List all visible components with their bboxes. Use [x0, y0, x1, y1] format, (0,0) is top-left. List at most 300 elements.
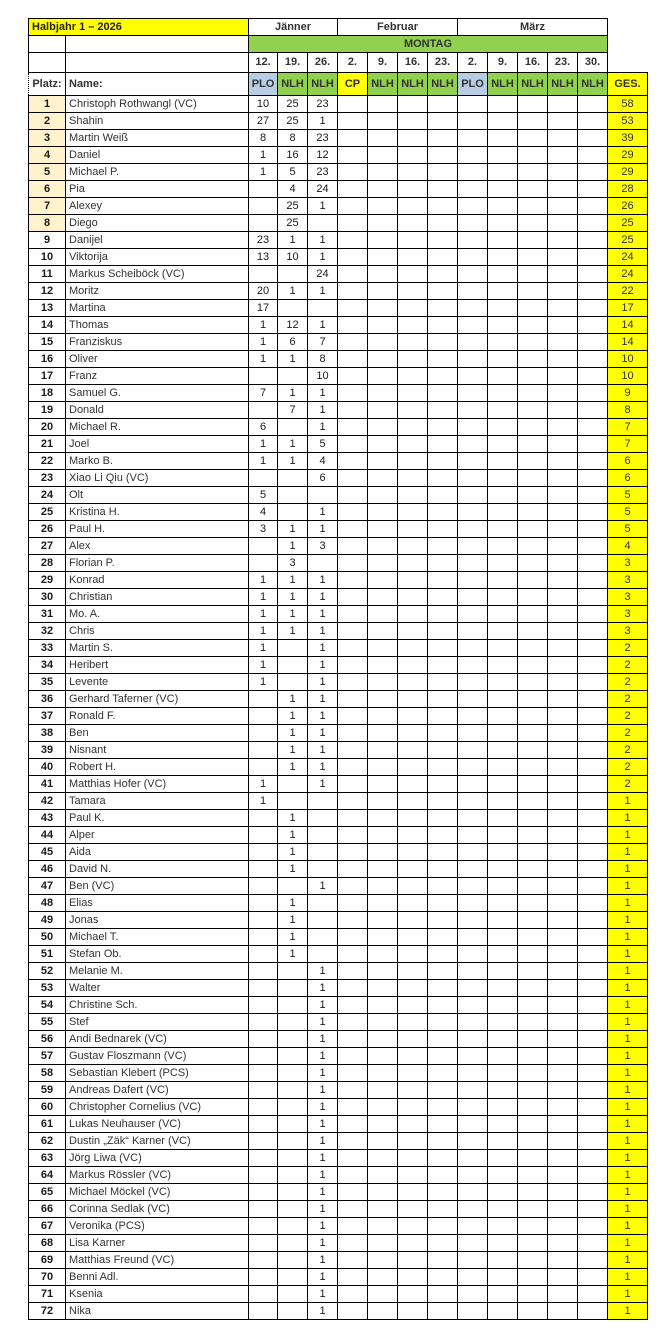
score-cell: [428, 504, 458, 521]
table-row: [29, 742, 648, 759]
rank-cell: 17: [29, 368, 66, 385]
score-cell: [488, 1269, 518, 1286]
player-name: Elias: [66, 895, 249, 912]
score-cell: [548, 606, 578, 623]
score-cell: [338, 487, 368, 504]
score-cell: 1: [278, 351, 308, 368]
score-cell: [338, 793, 368, 810]
date-header: 9.: [488, 53, 518, 73]
score-cell: [278, 1201, 308, 1218]
score-cell: [368, 1133, 398, 1150]
total-cell: 2: [608, 742, 648, 759]
score-cell: 1: [308, 113, 338, 130]
score-cell: [548, 725, 578, 742]
score-cell: [368, 96, 398, 113]
score-cell: 5: [278, 164, 308, 181]
score-cell: [308, 300, 338, 317]
total-cell: 10: [608, 351, 648, 368]
score-cell: 1: [308, 249, 338, 266]
score-cell: [578, 419, 608, 436]
score-cell: 1: [308, 419, 338, 436]
table-row: [29, 470, 648, 487]
score-cell: [458, 164, 488, 181]
rank-cell: 28: [29, 555, 66, 572]
total-cell: 1: [608, 1082, 648, 1099]
score-cell: [428, 1048, 458, 1065]
score-cell: [548, 1048, 578, 1065]
score-cell: [548, 317, 578, 334]
score-cell: [249, 912, 278, 929]
score-cell: [458, 776, 488, 793]
table-row: [29, 1065, 648, 1082]
score-cell: 1: [308, 589, 338, 606]
score-cell: [518, 470, 548, 487]
month-februar: Februar: [338, 19, 458, 36]
score-cell: [518, 878, 548, 895]
table-row: [29, 181, 648, 198]
game-type-nlh: NLH: [308, 73, 338, 96]
score-cell: [458, 708, 488, 725]
score-cell: [548, 691, 578, 708]
score-cell: [398, 1082, 428, 1099]
score-cell: [578, 1065, 608, 1082]
total-cell: 1: [608, 895, 648, 912]
date-header: 19.: [278, 53, 308, 73]
score-cell: [398, 487, 428, 504]
score-cell: [458, 844, 488, 861]
score-cell: 1: [249, 640, 278, 657]
player-name: Andi Bednarek (VC): [66, 1031, 249, 1048]
score-cell: [308, 215, 338, 232]
total-cell: 6: [608, 453, 648, 470]
score-cell: [578, 878, 608, 895]
total-cell: 6: [608, 470, 648, 487]
rank-cell: 69: [29, 1252, 66, 1269]
table-row: [29, 946, 648, 963]
score-cell: [518, 113, 548, 130]
player-name: Christine Sch.: [66, 997, 249, 1014]
score-cell: [338, 674, 368, 691]
score-cell: [548, 1201, 578, 1218]
score-cell: [428, 1269, 458, 1286]
game-type-nlh: NLH: [398, 73, 428, 96]
score-cell: [578, 283, 608, 300]
score-cell: [518, 674, 548, 691]
score-cell: [368, 1184, 398, 1201]
score-cell: [458, 232, 488, 249]
score-cell: [428, 827, 458, 844]
score-cell: [278, 504, 308, 521]
game-type-nlh: NLH: [488, 73, 518, 96]
player-name: Paul K.: [66, 810, 249, 827]
month-maerz: März: [458, 19, 608, 36]
score-cell: 1: [308, 980, 338, 997]
score-cell: [278, 1252, 308, 1269]
score-cell: [398, 1269, 428, 1286]
score-cell: [488, 844, 518, 861]
score-cell: [249, 555, 278, 572]
score-cell: [518, 1235, 548, 1252]
score-cell: [278, 878, 308, 895]
score-cell: [398, 215, 428, 232]
player-name: Michael R.: [66, 419, 249, 436]
score-cell: [488, 623, 518, 640]
score-cell: [518, 385, 548, 402]
score-cell: [488, 96, 518, 113]
rank-cell: 21: [29, 436, 66, 453]
score-cell: [488, 1218, 518, 1235]
score-cell: [548, 640, 578, 657]
score-cell: [458, 640, 488, 657]
score-cell: [249, 878, 278, 895]
header-row: [29, 73, 648, 96]
score-cell: [428, 266, 458, 283]
score-cell: [458, 1031, 488, 1048]
player-name: Christopher Cornelius (VC): [66, 1099, 249, 1116]
table-row: [29, 436, 648, 453]
score-cell: [249, 1218, 278, 1235]
total-cell: 1: [608, 1031, 648, 1048]
score-cell: [338, 266, 368, 283]
score-cell: 3: [308, 538, 338, 555]
score-cell: [368, 912, 398, 929]
score-cell: [458, 1048, 488, 1065]
score-cell: 1: [249, 164, 278, 181]
score-cell: 1: [278, 385, 308, 402]
score-cell: [249, 929, 278, 946]
month-jaenner: Jänner: [249, 19, 338, 36]
rank-cell: 31: [29, 606, 66, 623]
score-cell: [518, 1031, 548, 1048]
score-cell: [548, 1269, 578, 1286]
score-cell: [338, 453, 368, 470]
score-cell: [368, 266, 398, 283]
score-cell: [368, 929, 398, 946]
player-name: Markus Rössler (VC): [66, 1167, 249, 1184]
score-cell: [428, 147, 458, 164]
table-row: [29, 623, 648, 640]
score-cell: [578, 1099, 608, 1116]
score-cell: 1: [308, 402, 338, 419]
score-cell: [428, 1218, 458, 1235]
score-cell: [338, 1269, 368, 1286]
rank-cell: 8: [29, 215, 66, 232]
score-cell: [338, 1286, 368, 1303]
total-cell: 1: [608, 980, 648, 997]
score-cell: [368, 1286, 398, 1303]
score-cell: [398, 623, 428, 640]
player-name: Stefan Ob.: [66, 946, 249, 963]
score-cell: [428, 759, 458, 776]
table-row: [29, 504, 648, 521]
score-cell: [458, 1014, 488, 1031]
score-cell: [548, 1303, 578, 1320]
score-cell: [578, 980, 608, 997]
score-cell: [368, 725, 398, 742]
empty-cell: [66, 53, 249, 73]
score-cell: [398, 266, 428, 283]
score-cell: [398, 640, 428, 657]
score-cell: [368, 283, 398, 300]
score-cell: [278, 1133, 308, 1150]
score-cell: [428, 980, 458, 997]
score-cell: 1: [278, 844, 308, 861]
rank-cell: 20: [29, 419, 66, 436]
score-cell: [548, 708, 578, 725]
score-cell: [548, 572, 578, 589]
score-cell: [488, 963, 518, 980]
score-cell: [578, 96, 608, 113]
score-cell: [398, 1133, 428, 1150]
total-cell: 1: [608, 1184, 648, 1201]
score-cell: [338, 776, 368, 793]
score-cell: [518, 555, 548, 572]
table-row: [29, 980, 648, 997]
score-cell: [368, 861, 398, 878]
score-cell: [458, 572, 488, 589]
player-name: Chris: [66, 623, 249, 640]
score-cell: [398, 572, 428, 589]
score-cell: [278, 674, 308, 691]
total-cell: 1: [608, 946, 648, 963]
score-cell: [368, 147, 398, 164]
score-cell: [578, 1269, 608, 1286]
score-cell: [368, 997, 398, 1014]
score-cell: [398, 1065, 428, 1082]
score-cell: [578, 623, 608, 640]
score-cell: [458, 555, 488, 572]
empty-cell: [608, 19, 648, 36]
score-cell: [338, 1218, 368, 1235]
score-cell: 1: [278, 946, 308, 963]
total-cell: 2: [608, 776, 648, 793]
total-cell: 1: [608, 963, 648, 980]
score-cell: [488, 674, 518, 691]
score-cell: [278, 1031, 308, 1048]
score-cell: [458, 912, 488, 929]
score-cell: [428, 793, 458, 810]
score-cell: [368, 1303, 398, 1320]
empty-cell: [29, 36, 66, 53]
score-cell: [488, 249, 518, 266]
score-cell: [578, 1218, 608, 1235]
player-name: Robert H.: [66, 759, 249, 776]
rank-cell: 71: [29, 1286, 66, 1303]
score-cell: [338, 1031, 368, 1048]
rank-cell: 34: [29, 657, 66, 674]
score-cell: [368, 198, 398, 215]
score-cell: [548, 929, 578, 946]
score-cell: 1: [249, 657, 278, 674]
score-cell: [518, 1167, 548, 1184]
score-cell: [518, 725, 548, 742]
score-cell: 1: [308, 1065, 338, 1082]
score-cell: [458, 810, 488, 827]
score-cell: [548, 963, 578, 980]
score-cell: [518, 215, 548, 232]
score-cell: [278, 1235, 308, 1252]
total-header: GES.: [608, 73, 648, 96]
score-cell: [368, 1099, 398, 1116]
score-cell: [278, 1099, 308, 1116]
rank-cell: 1: [29, 96, 66, 113]
score-cell: 1: [308, 1286, 338, 1303]
table-row: [29, 453, 648, 470]
score-cell: [458, 606, 488, 623]
score-cell: [548, 674, 578, 691]
score-cell: [578, 793, 608, 810]
table-row: [29, 96, 648, 113]
score-cell: [398, 1303, 428, 1320]
score-cell: [398, 402, 428, 419]
score-cell: 3: [278, 555, 308, 572]
score-cell: 1: [249, 572, 278, 589]
rank-cell: 48: [29, 895, 66, 912]
total-cell: 2: [608, 674, 648, 691]
score-cell: [249, 181, 278, 198]
total-cell: 1: [608, 1065, 648, 1082]
date-header: 2.: [458, 53, 488, 73]
score-cell: [548, 861, 578, 878]
score-cell: [308, 555, 338, 572]
score-cell: [428, 215, 458, 232]
rank-cell: 58: [29, 1065, 66, 1082]
score-cell: [368, 674, 398, 691]
score-cell: [249, 810, 278, 827]
score-cell: [548, 351, 578, 368]
score-cell: [398, 657, 428, 674]
score-cell: [518, 691, 548, 708]
score-cell: [488, 572, 518, 589]
score-cell: [518, 1150, 548, 1167]
score-cell: [338, 470, 368, 487]
score-cell: [338, 555, 368, 572]
score-cell: [338, 929, 368, 946]
total-cell: 22: [608, 283, 648, 300]
score-cell: [518, 1065, 548, 1082]
score-cell: [518, 317, 548, 334]
score-cell: [458, 725, 488, 742]
score-cell: [548, 436, 578, 453]
rank-cell: 67: [29, 1218, 66, 1235]
rank-cell: 14: [29, 317, 66, 334]
score-cell: [518, 1201, 548, 1218]
score-cell: 3: [249, 521, 278, 538]
score-cell: [338, 827, 368, 844]
score-cell: [308, 946, 338, 963]
score-cell: [398, 1014, 428, 1031]
score-cell: [548, 810, 578, 827]
score-cell: 1: [249, 606, 278, 623]
score-cell: [428, 895, 458, 912]
table-row: [29, 810, 648, 827]
score-cell: [368, 351, 398, 368]
score-cell: [548, 1031, 578, 1048]
score-cell: [488, 878, 518, 895]
score-cell: [398, 436, 428, 453]
score-cell: [249, 725, 278, 742]
score-cell: [249, 1031, 278, 1048]
score-cell: [458, 1167, 488, 1184]
score-cell: [338, 1167, 368, 1184]
score-cell: 1: [308, 1252, 338, 1269]
score-cell: [338, 232, 368, 249]
score-cell: [249, 708, 278, 725]
score-cell: [338, 198, 368, 215]
score-cell: [518, 946, 548, 963]
score-cell: [428, 640, 458, 657]
total-cell: 24: [608, 266, 648, 283]
score-cell: [278, 1269, 308, 1286]
score-cell: [578, 963, 608, 980]
score-cell: [578, 844, 608, 861]
score-cell: 25: [278, 96, 308, 113]
total-cell: 8: [608, 402, 648, 419]
date-header: 26.: [308, 53, 338, 73]
score-cell: [308, 929, 338, 946]
score-cell: [488, 810, 518, 827]
score-cell: [338, 623, 368, 640]
table-row: [29, 487, 648, 504]
score-cell: [548, 215, 578, 232]
score-cell: [249, 946, 278, 963]
score-cell: [398, 113, 428, 130]
score-cell: [368, 776, 398, 793]
score-cell: [548, 249, 578, 266]
score-cell: [458, 1252, 488, 1269]
score-cell: [428, 861, 458, 878]
score-cell: [398, 589, 428, 606]
score-cell: 1: [308, 708, 338, 725]
score-cell: [578, 113, 608, 130]
score-cell: 1: [308, 1133, 338, 1150]
rank-cell: 42: [29, 793, 66, 810]
rank-cell: 19: [29, 402, 66, 419]
rank-cell: 56: [29, 1031, 66, 1048]
rank-cell: 70: [29, 1269, 66, 1286]
score-cell: [368, 1167, 398, 1184]
score-cell: [458, 300, 488, 317]
score-cell: [338, 606, 368, 623]
rank-cell: 38: [29, 725, 66, 742]
score-cell: [368, 436, 398, 453]
score-cell: [458, 1133, 488, 1150]
player-name: Moritz: [66, 283, 249, 300]
score-cell: [578, 317, 608, 334]
score-cell: [338, 96, 368, 113]
rank-cell: 24: [29, 487, 66, 504]
score-cell: [428, 1252, 458, 1269]
score-cell: 1: [308, 1116, 338, 1133]
score-cell: [458, 215, 488, 232]
rank-cell: 30: [29, 589, 66, 606]
score-cell: [578, 402, 608, 419]
score-cell: [578, 657, 608, 674]
score-cell: [368, 980, 398, 997]
score-cell: [578, 589, 608, 606]
total-cell: 1: [608, 1252, 648, 1269]
score-cell: [518, 487, 548, 504]
player-name: Gerhard Taferner (VC): [66, 691, 249, 708]
score-cell: [249, 1235, 278, 1252]
score-cell: [368, 1116, 398, 1133]
score-cell: [548, 368, 578, 385]
score-cell: [398, 793, 428, 810]
score-cell: [518, 198, 548, 215]
score-cell: [458, 487, 488, 504]
score-cell: [368, 759, 398, 776]
rank-cell: 23: [29, 470, 66, 487]
